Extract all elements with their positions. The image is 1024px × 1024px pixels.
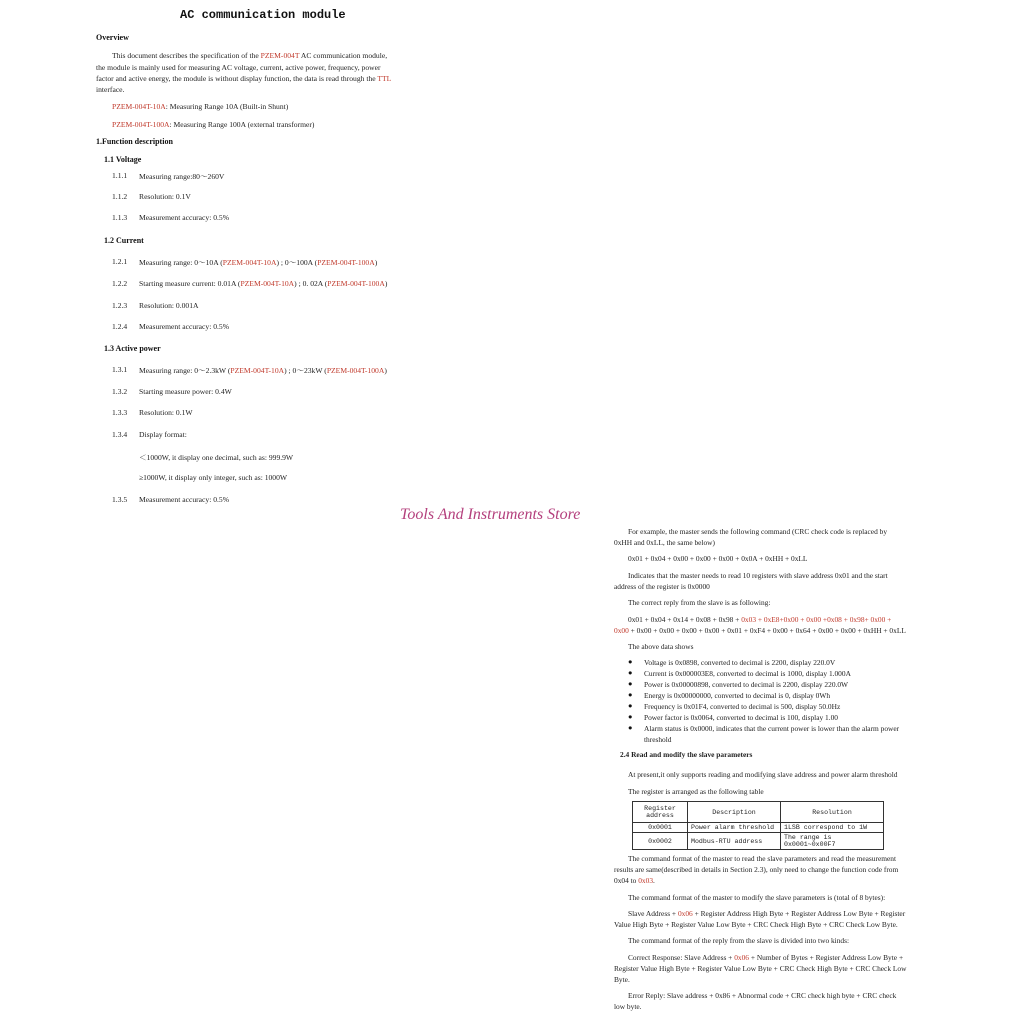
item-text: Starting measure power: 0.4W (139, 387, 232, 396)
bullet-icon: ● (628, 657, 633, 666)
item-number: 1.2.3 (112, 301, 128, 310)
model-100a-name: PZEM-004T-100A (112, 120, 170, 129)
reply-highlight: 0x00 (614, 626, 629, 635)
section-2-4-heading: 2.4 Read and modify the slave parameters (620, 750, 753, 759)
item-text-part: ) (384, 366, 387, 375)
function-code: 0x03 (638, 876, 654, 885)
item-number: 1.2.4 (112, 322, 128, 331)
header-resolution: Resolution (781, 802, 884, 823)
bullet-text: Power factor is 0x0064, converted to decimal is 100, display 1.00 (644, 713, 838, 722)
command-format-line-3 (614, 875, 655, 886)
item-text: Resolution: 0.1V (139, 192, 191, 201)
present-support-line: At present,it only supports reading and modifying slave address and power alarm threshold (628, 770, 898, 779)
function-code: 0x06 (677, 909, 693, 918)
item-number: 1.3.2 (112, 387, 128, 396)
item-text: Measurement accuracy: 0.5% (139, 322, 230, 331)
model-name: PZEM-004T-100A (326, 366, 385, 375)
model-10a-desc: : Measuring Range 10A (Built-in Shunt) (165, 102, 289, 111)
table-header-row (633, 802, 884, 823)
table-row (633, 823, 884, 833)
item-text: Resolution: 0.001A (139, 301, 199, 310)
modify-format-text: Slave Address + (628, 909, 678, 918)
command-format-text: . (653, 876, 655, 885)
command-format-text: 0x04 to (614, 876, 639, 885)
document-title: AC communication module (180, 8, 346, 22)
overview-text: This document describes the specification of the (112, 51, 261, 60)
bullet-icon: ● (628, 690, 633, 699)
item-number: 1.2.2 (112, 279, 128, 288)
bullet-icon: ● (628, 701, 633, 710)
indicates-line-2: address of the register is 0x0000 (614, 582, 710, 591)
active-power-heading: 1.3 Active power (104, 344, 161, 353)
model-name: PZEM-004T-10A (230, 366, 285, 375)
model-name: PZEM-004T-100A (317, 258, 375, 267)
item-text-part: Starting measure current: 0.01A ( (139, 279, 241, 288)
modify-format-line-2: Value High Byte + Register Value Low Byte + CRC Check High Byte + CRC Check Low Byte. (614, 920, 898, 929)
register-arranged-line: The register is arranged as the following table (628, 787, 764, 796)
correct-response-line-1 (628, 952, 903, 963)
command-format-line-2: results are same(described in details in Section 2.3), only need to change the function code from (614, 865, 899, 874)
bullet-text: Power is 0x00000898, converted to decimal is 2200, display 220.0W (644, 680, 849, 689)
reply-line-1 (628, 614, 891, 625)
reply-kinds-line: The command format of the reply from the slave is divided into two kinds: (628, 936, 850, 945)
correct-response-line-2: Register Value High Byte + Register Value Low Byte + CRC Check High Byte + CRC Check Low (614, 964, 907, 973)
overview-line-2: the module is mainly used for measuring AC voltage, current, active power, frequency, power (96, 63, 381, 72)
bullet-text: Current is 0x000003E8, converted to decimal is 1000, display 1.000A (644, 669, 851, 678)
error-reply-line-2: low byte. (614, 1002, 642, 1011)
overview-line-3 (96, 73, 391, 84)
model-name: PZEM-004T-100A (327, 279, 385, 288)
bullet-text: Energy is 0x00000000, converted to decimal is 0, display 0Wh (644, 691, 831, 700)
bullet-icon: ● (628, 679, 633, 688)
model-10a-name: PZEM-004T-10A (112, 102, 166, 111)
item-text-part: ) (374, 258, 378, 267)
bullet-icon: ● (628, 723, 633, 732)
master-command: 0x01 + 0x04 + 0x00 + 0x00 + 0x00 + 0x0A + 0xHH + 0xLL (628, 554, 808, 563)
overview-line-4: interface. (96, 85, 125, 94)
item-number: 1.2.1 (112, 257, 128, 266)
example-line-1: For example, the master sends the following command (CRC check code is replaced by (628, 527, 888, 536)
model-name: PZEM-004T (260, 51, 300, 60)
item-number: 1.3.3 (112, 408, 128, 417)
bullet-text: Frequency is 0x01F4, converted to decimal is 500, display 50.0Hz (644, 702, 841, 711)
item-number: 1.1.3 (112, 213, 128, 222)
modify-intro: The command format of the master to modify the slave parameters is (total of 8 bytes): (628, 893, 886, 902)
display-format-2: ≥1000W, it display only integer, such as: 1000W (139, 473, 288, 482)
item-text (139, 257, 377, 268)
item-text: Measuring range:80～260V (139, 172, 225, 181)
item-text-part: Measuring range: 0～2.3kW ( (139, 366, 231, 375)
overview-heading: Overview (96, 33, 129, 42)
function-code: 0x06 (734, 953, 749, 962)
store-watermark: Tools And Instruments Store (400, 506, 581, 523)
modify-format-line-1 (628, 908, 905, 919)
modify-format-text: + Register Address High Byte + Register Address Low Byte + Register (692, 909, 906, 918)
header-register-address: Register address (633, 802, 688, 823)
bullet-icon: ● (628, 712, 633, 721)
reply-line-2 (614, 625, 906, 636)
above-data-label: The above data shows (628, 642, 694, 651)
item-number: 1.3.4 (112, 430, 128, 439)
item-text-part: Measuring range: 0～10A ( (139, 258, 223, 267)
indicates-line-1: Indicates that the master needs to read 10 registers with slave address 0x01 and the start (628, 571, 888, 580)
table-cell: 1LSB correspond to 1W (781, 823, 884, 833)
model-name: PZEM-004T-10A (240, 279, 295, 288)
item-number: 1.1.1 (112, 171, 128, 180)
item-text: Resolution: 0.1W (139, 408, 193, 417)
bullet-text: Alarm status is 0x0000, indicates that the current power is lower than the alarm power (644, 724, 900, 733)
overview-text: factor and active energy, the module is without display function, the data is read through the (96, 74, 378, 83)
overview-text: AC communication module, (299, 51, 388, 60)
item-number: 1.1.2 (112, 192, 128, 201)
table-cell: Modbus-RTU address (688, 833, 781, 850)
item-text-part: ) ; 0. 02A ( (294, 279, 328, 288)
bullet-text-continued: threshold (644, 735, 672, 744)
item-text (139, 365, 387, 376)
display-format-1: ＜1000W, it display one decimal, such as: 999.9W (139, 453, 294, 462)
reply-highlight: 0x03 + 0xE8+0x00 + 0x00 +0x08 + 0x98+ 0x00 + (741, 615, 892, 624)
item-text-part: ) ; 0～23kW ( (284, 366, 327, 375)
table-cell: The range is 0x0001~0x00F7 (781, 833, 884, 850)
item-number: 1.3.1 (112, 365, 128, 374)
voltage-heading: 1.1 Voltage (104, 155, 142, 164)
ttl-label: TTL (377, 74, 392, 83)
table-row (633, 833, 884, 850)
model-name: PZEM-004T-10A (222, 258, 277, 267)
item-text: Measurement accuracy: 0.5% (139, 213, 230, 222)
header-description: Description (688, 802, 781, 823)
reply-text: + 0x00 + 0x00 + 0x00 + 0x00 + 0x01 + 0xF4 + 0x00 + 0x64 + 0x00 + 0x00 + 0xHH + 0xLL (628, 626, 906, 635)
item-text: Display format: (139, 430, 187, 439)
current-heading: 1.2 Current (104, 236, 144, 245)
reply-intro: The correct reply from the slave is as following: (628, 598, 771, 607)
item-text: Measurement accuracy: 0.5% (139, 495, 230, 504)
item-text-part: ) ; 0～100A ( (276, 258, 318, 267)
command-format-line-1: The command format of the master to read the slave parameters and read the measurement (628, 854, 897, 863)
table-cell: Power alarm threshold (688, 823, 781, 833)
register-table (632, 801, 884, 850)
correct-response-text: + Number of Bytes + Register Address Low Byte + (748, 953, 904, 962)
item-text-part: ) (384, 279, 388, 288)
correct-response-line-3: Byte. (614, 975, 630, 984)
example-line-2: 0xHH and 0xLL, the same below) (614, 538, 715, 547)
model-100a-desc: : Measuring Range 100A (external transformer) (169, 120, 315, 129)
table-cell: 0x0001 (633, 823, 688, 833)
reply-text: 0x01 + 0x04 + 0x14 + 0x08 + 0x98 + (628, 615, 742, 624)
bullet-text: Voltage is 0x0898, converted to decimal is 2200, display 220.0V (644, 658, 836, 667)
bullet-icon: ● (628, 668, 633, 677)
item-text (139, 279, 387, 288)
table-cell: 0x0002 (633, 833, 688, 850)
error-reply-line-1: Error Reply: Slave address + 0x86 + Abnormal code + CRC check high byte + CRC check (628, 991, 897, 1000)
function-heading: 1.Function description (96, 137, 173, 146)
overview-line-1 (112, 50, 387, 61)
item-number: 1.3.5 (112, 495, 128, 504)
correct-response-text: Correct Response: Slave Address + (628, 953, 735, 962)
model-100a-line (112, 119, 314, 130)
model-10a-line (112, 101, 288, 112)
